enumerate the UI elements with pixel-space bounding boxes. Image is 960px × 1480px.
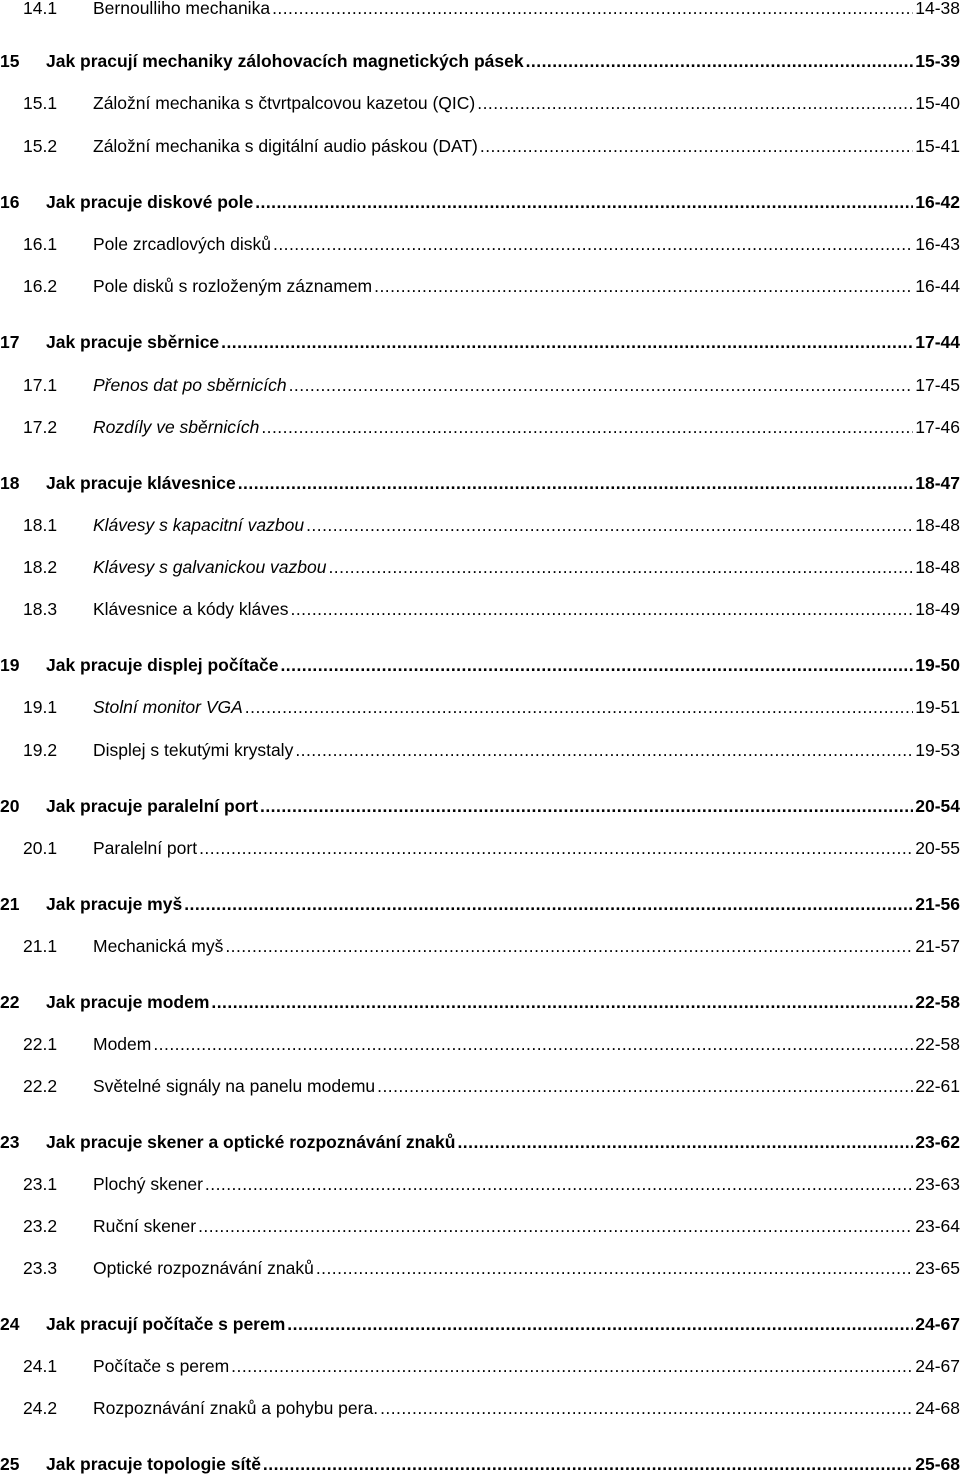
toc-number: 24.2 [23,1398,58,1418]
toc-title: Jak pracuje skener a optické rozpoznávání znaků [46,1132,456,1152]
toc-entry[interactable] [0,51,960,77]
toc-entry[interactable] [0,838,960,864]
toc-leader [374,276,913,297]
toc-page: 18-48 [915,557,960,577]
toc-number: 24.1 [23,1356,58,1376]
toc-page: 16-43 [915,234,960,254]
toc-number: 21 [0,894,20,914]
toc-title: Modem [93,1034,152,1054]
toc-number: 23 [0,1132,20,1152]
toc-number: 16 [0,192,20,212]
toc-leader [260,796,913,817]
toc-page: 15-39 [915,51,960,71]
toc-title: Záložní mechanika s digitální audio páskou (DAT) [93,136,478,156]
toc-page: 23-64 [915,1216,960,1236]
toc-leader [457,1132,913,1153]
toc-page: 19-53 [915,740,960,760]
toc-entry[interactable] [0,1132,960,1158]
toc-title: Jak pracuje topologie sítě [46,1454,261,1474]
toc-title: Pole disků s rozloženým záznamem [93,276,373,296]
toc-leader [377,1076,913,1097]
toc-title: Rozdíly ve sběrnicích [93,417,260,437]
toc-number: 18.3 [23,599,58,619]
toc-title: Plochý skener [93,1174,203,1194]
toc-entry[interactable] [0,1216,960,1242]
toc-leader [221,332,913,353]
toc-page: 22-58 [915,992,960,1012]
toc-leader [295,740,913,761]
toc-entry[interactable] [0,1356,960,1382]
toc-page: 18-48 [915,515,960,535]
toc-page: 19-50 [915,655,960,675]
toc-number: 19 [0,655,20,675]
toc-leader [238,473,914,494]
toc-entry[interactable] [0,192,960,218]
toc-title: Jak pracují počítače s perem [46,1314,286,1334]
toc-page: 18-49 [915,599,960,619]
toc-entry[interactable] [0,1398,960,1424]
toc-title: Jak pracuje modem [46,992,210,1012]
toc-number: 22 [0,992,20,1012]
toc-number: 15.1 [23,93,58,113]
toc-title: Displej s tekutými krystaly [93,740,294,760]
toc-number: 23.3 [23,1258,58,1278]
toc-title: Jak pracuje klávesnice [46,473,236,493]
toc-title: Stolní monitor VGA [93,697,243,717]
toc-number: 17 [0,332,20,352]
toc-leader [198,1216,913,1237]
toc-number: 21.1 [23,936,58,956]
toc-leader [184,894,913,915]
toc-entry[interactable] [0,599,960,625]
toc-page: 23-65 [915,1258,960,1278]
toc-number: 25 [0,1454,20,1474]
toc-title: Klávesy s galvanickou vazbou [93,557,327,577]
toc-title: Mechanická myš [93,936,224,956]
toc-page: 24-68 [915,1398,960,1418]
toc-title: Jak pracuje displej počítače [46,655,279,675]
toc-title: Jak pracuje paralelní port [46,796,259,816]
toc-page: 16-42 [915,192,960,212]
toc-entry[interactable] [0,740,960,766]
toc-title: Rozpoznávání znaků a pohybu pera. [93,1398,379,1418]
toc-leader [316,1258,913,1279]
toc-title: Jak pracuje sběrnice [46,332,220,352]
toc-leader [153,1034,913,1055]
toc-title: Světelné signály na panelu modemu [93,1076,376,1096]
toc-title: Klávesy s kapacitní vazbou [93,515,305,535]
toc-entry[interactable] [0,1076,960,1102]
toc-number: 15 [0,51,20,71]
toc-leader [261,417,913,438]
toc-entry[interactable] [0,894,960,920]
toc-page: 20-55 [915,838,960,858]
toc-leader [477,93,913,114]
toc-number: 23.1 [23,1174,58,1194]
toc-page: 17-45 [915,375,960,395]
toc-leader [205,1174,913,1195]
toc-number: 23.2 [23,1216,58,1236]
toc-leader [280,655,913,676]
toc-entry[interactable] [0,796,960,822]
toc-entry[interactable] [0,515,960,541]
toc-page: 15-41 [915,136,960,156]
toc-leader [245,697,913,718]
toc-leader [272,0,913,19]
toc-entry[interactable] [0,557,960,583]
toc-entry[interactable] [0,697,960,723]
toc-page: 15-40 [915,93,960,113]
toc-page: 24-67 [915,1314,960,1334]
toc-number: 18 [0,473,20,493]
toc-title: Jak pracuje diskové pole [46,192,254,212]
toc-number: 17.1 [23,375,58,395]
toc-entry[interactable] [0,93,960,119]
toc-number: 16.2 [23,276,58,296]
toc-number: 20.1 [23,838,58,858]
toc-leader [211,992,913,1013]
toc-leader [273,234,913,255]
toc-page: 24-67 [915,1356,960,1376]
toc-entry[interactable] [0,936,960,962]
toc-page: 17-46 [915,417,960,437]
toc-page: 20-54 [915,796,960,816]
toc-entry[interactable] [0,276,960,302]
toc-page: 23-62 [915,1132,960,1152]
toc-page: 22-61 [915,1076,960,1096]
toc-title: Pole zrcadlových disků [93,234,271,254]
toc-title: Počítače s perem [93,1356,230,1376]
toc-number: 20 [0,796,20,816]
toc-title: Ruční skener [93,1216,197,1236]
toc-leader [199,838,913,859]
toc-page: 17-44 [915,332,960,352]
toc-title: Klávesnice a kódy kláves [93,599,289,619]
toc-entry[interactable] [0,136,960,162]
toc-leader [291,599,914,620]
toc-leader [380,1398,913,1419]
toc-entry[interactable] [0,375,960,401]
toc-page: 23-63 [915,1174,960,1194]
toc-entry[interactable] [0,234,960,260]
toc-page: 22-58 [915,1034,960,1054]
toc-title: Jak pracuje myš [46,894,183,914]
toc-title: Paralelní port [93,838,198,858]
toc-entry[interactable] [0,473,960,499]
toc-number: 22.1 [23,1034,58,1054]
toc-number: 16.1 [23,234,58,254]
toc-page: 14-38 [915,0,960,18]
toc-entry[interactable] [0,1174,960,1200]
toc-title: Jak pracují mechaniky zálohovacích magnetických pásek [46,51,524,71]
toc-entry[interactable] [0,417,960,443]
toc-leader [526,51,914,72]
toc-number: 18.1 [23,515,58,535]
toc-page: 21-56 [915,894,960,914]
toc-number: 24 [0,1314,20,1334]
toc-title: Záložní mechanika s čtvrtpalcovou kazetou (QIC) [93,93,476,113]
toc-entry[interactable] [0,1034,960,1060]
toc-number: 22.2 [23,1076,58,1096]
toc-title: Přenos dat po sběrnicích [93,375,287,395]
toc-leader [328,557,913,578]
toc-entry[interactable] [0,1454,960,1480]
toc-entry[interactable] [0,655,960,681]
toc-title: Bernoulliho mechanika [93,0,271,18]
toc-title: Optické rozpoznávání znaků [93,1258,314,1278]
toc-leader [289,375,914,396]
toc-page: 21-57 [915,936,960,956]
toc-leader [287,1314,913,1335]
toc-leader [255,192,913,213]
toc-leader [231,1356,913,1377]
toc-leader [263,1454,913,1475]
toc-page: 25-68 [915,1454,960,1474]
toc-entry[interactable] [0,1314,960,1340]
toc-number: 17.2 [23,417,58,437]
toc-entry[interactable] [0,992,960,1018]
toc-leader [306,515,913,536]
toc-number: 15.2 [23,136,58,156]
toc-leader [480,136,913,157]
toc-page: 16-44 [915,276,960,296]
toc-entry[interactable] [0,0,960,24]
toc-number: 14.1 [23,0,58,18]
toc-entry[interactable] [0,332,960,358]
toc-number: 19.1 [23,697,58,717]
toc-number: 19.2 [23,740,58,760]
toc-number: 18.2 [23,557,58,577]
toc-entry[interactable] [0,1258,960,1284]
toc-page: 18-47 [915,473,960,493]
toc-leader [225,936,913,957]
toc-page: 19-51 [915,697,960,717]
